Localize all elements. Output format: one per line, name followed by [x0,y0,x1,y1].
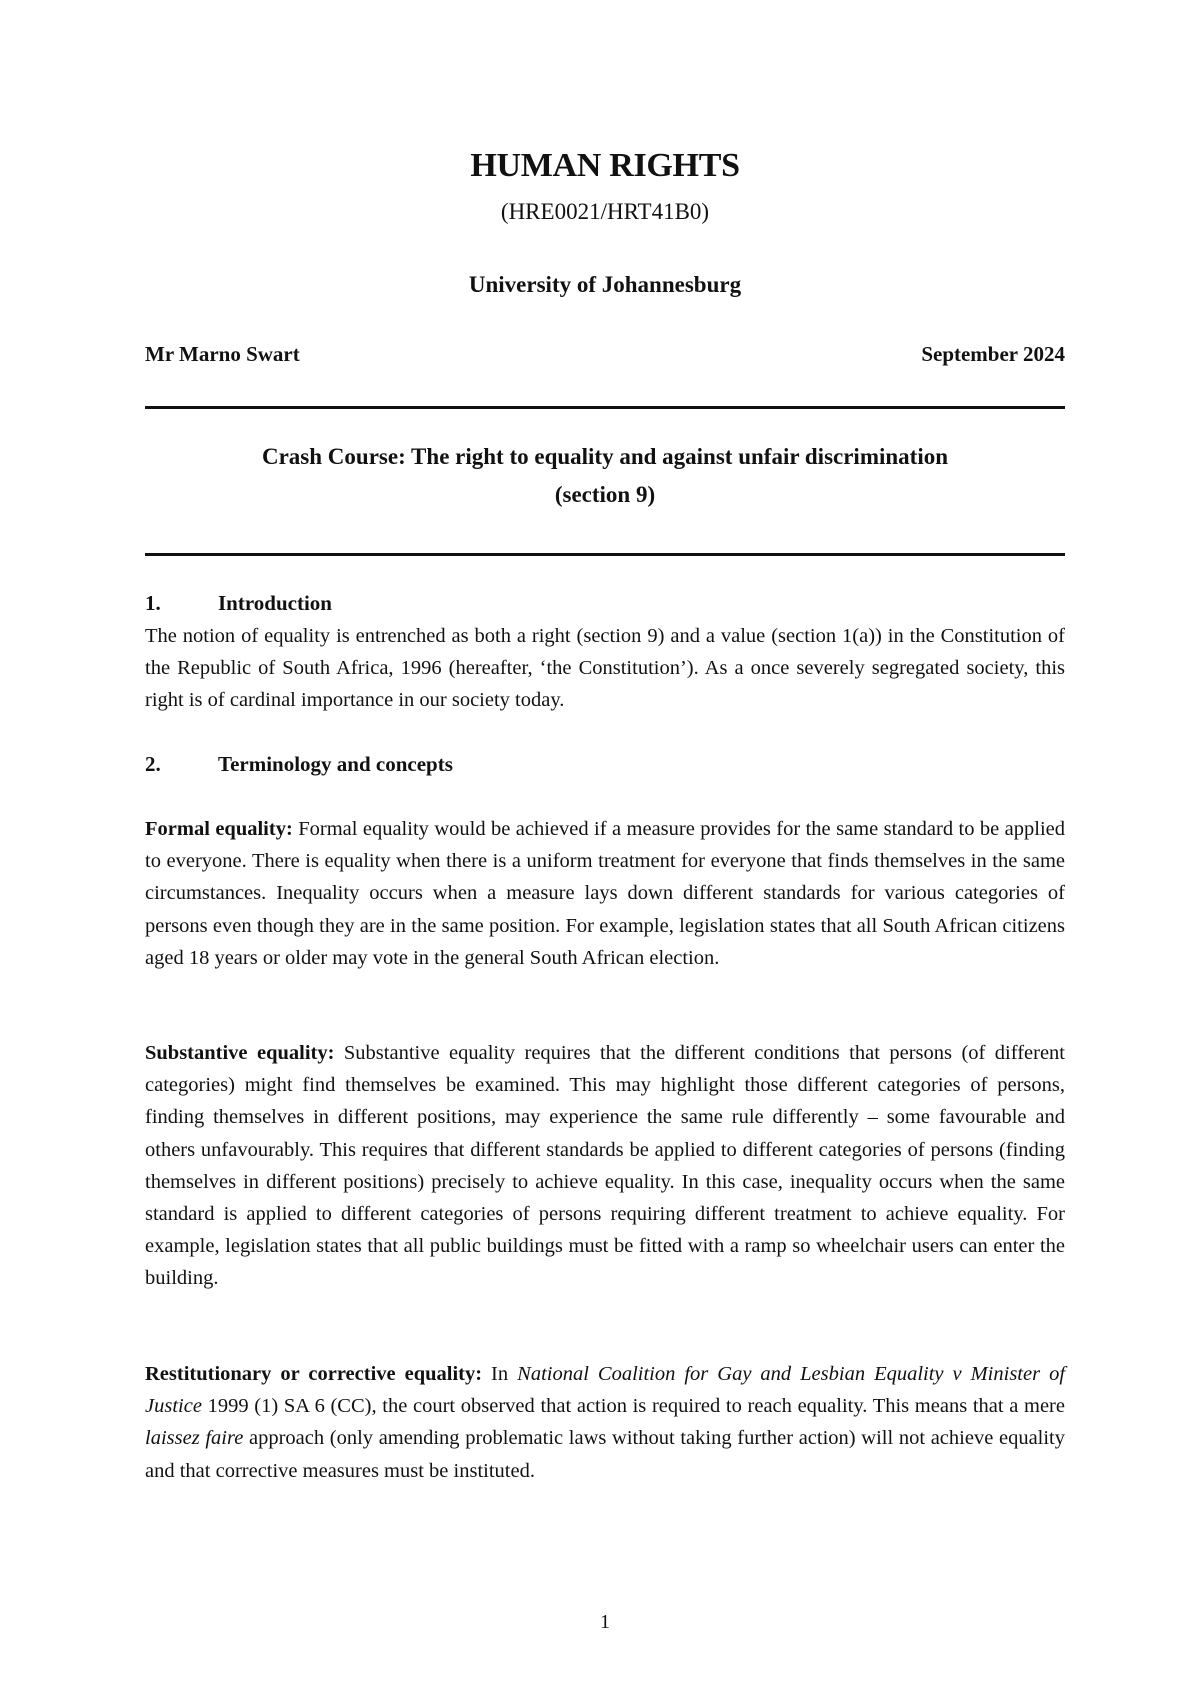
document-date: September 2024 [921,342,1065,366]
case-citation: National Coalition for Gay and Lesbian Equality v Minister of Justice [145,1363,1066,1418]
subtitle-line-2: (section 9) [554,482,656,507]
document-subtitle [145,438,1065,514]
concept-text: approach (only amending problematic laws without taking further action) will not achieve equality and that corrective measures must be instituted. [145,1427,1066,1482]
course-code: (HRE0021/HRT41B0) [500,199,710,224]
section-title: Terminology and concepts [218,752,453,776]
concept-term: Substantive equality: [145,1042,335,1064]
university-name: University of Johannesburg [468,272,742,297]
page-number: 1 [600,1611,610,1633]
top-divider [145,406,1065,409]
section-heading-introduction [145,588,332,618]
section-title: Introduction [218,591,332,615]
concept-text: In [482,1363,518,1385]
concept-term: Formal equality: [145,818,293,840]
concept-term: Restitutionary or corrective equality: [145,1363,483,1385]
section-number: 1. [145,591,161,615]
substantive-equality-paragraph [145,1037,1065,1295]
author-name: Mr Marno Swart [145,342,300,366]
subtitle-line-1: Crash Course: The right to equality and against unfair discrimination [261,444,949,469]
formal-equality-paragraph [145,813,1065,974]
concept-text: 1999 (1) SA 6 (CC), the court observed that action is required to reach equality. This means that a mere [201,1395,1065,1418]
section-number: 2. [145,752,161,776]
latin-term: laissez faire [145,1427,244,1450]
bottom-divider [145,553,1065,556]
document-title: HUMAN RIGHTS [470,147,740,184]
concept-text: Formal equality would be achieved if a measure provides for the same standard to be applied to everyone. There is equality when there is a uniform treatment for everyone that finds themselves in the same circumstances. Inequality occurs when a measure lays down different standards for various categories of persons even though they are in the same position. For example, legislation states that all South African citizens aged 18 years or older may vote in the general South African election. [145,818,1066,969]
document-page [145,0,1065,1698]
section-heading-terminology [145,749,453,779]
introduction-paragraph: The notion of equality is entrenched as both a right (section 9) and a value (section 1(a)) in the Constitution of the Republic of South Africa, 1996 (hereafter, ‘the Constitution’). As a once severely segregated society, this right is of cardinal importance in our society today. [145,625,1065,712]
concept-text: Substantive equality requires that the different conditions that persons (of different categories) might find themselves be examined. This may highlight those different categories of persons, finding themselves in different positions, may experience the same rule differently – some favourable and others unfavourably. This requires that different standards be applied to different categories of persons (finding themselves in different positions) precisely to achieve equality. In this case, inequality occurs when the same standard is applied to different categories of persons requiring different treatment to achieve equality. For example, legislation states that all public buildings must be fitted with a ramp so wheelchair users can enter the building. [145,1042,1065,1290]
restitutionary-equality-paragraph [145,1358,1065,1487]
